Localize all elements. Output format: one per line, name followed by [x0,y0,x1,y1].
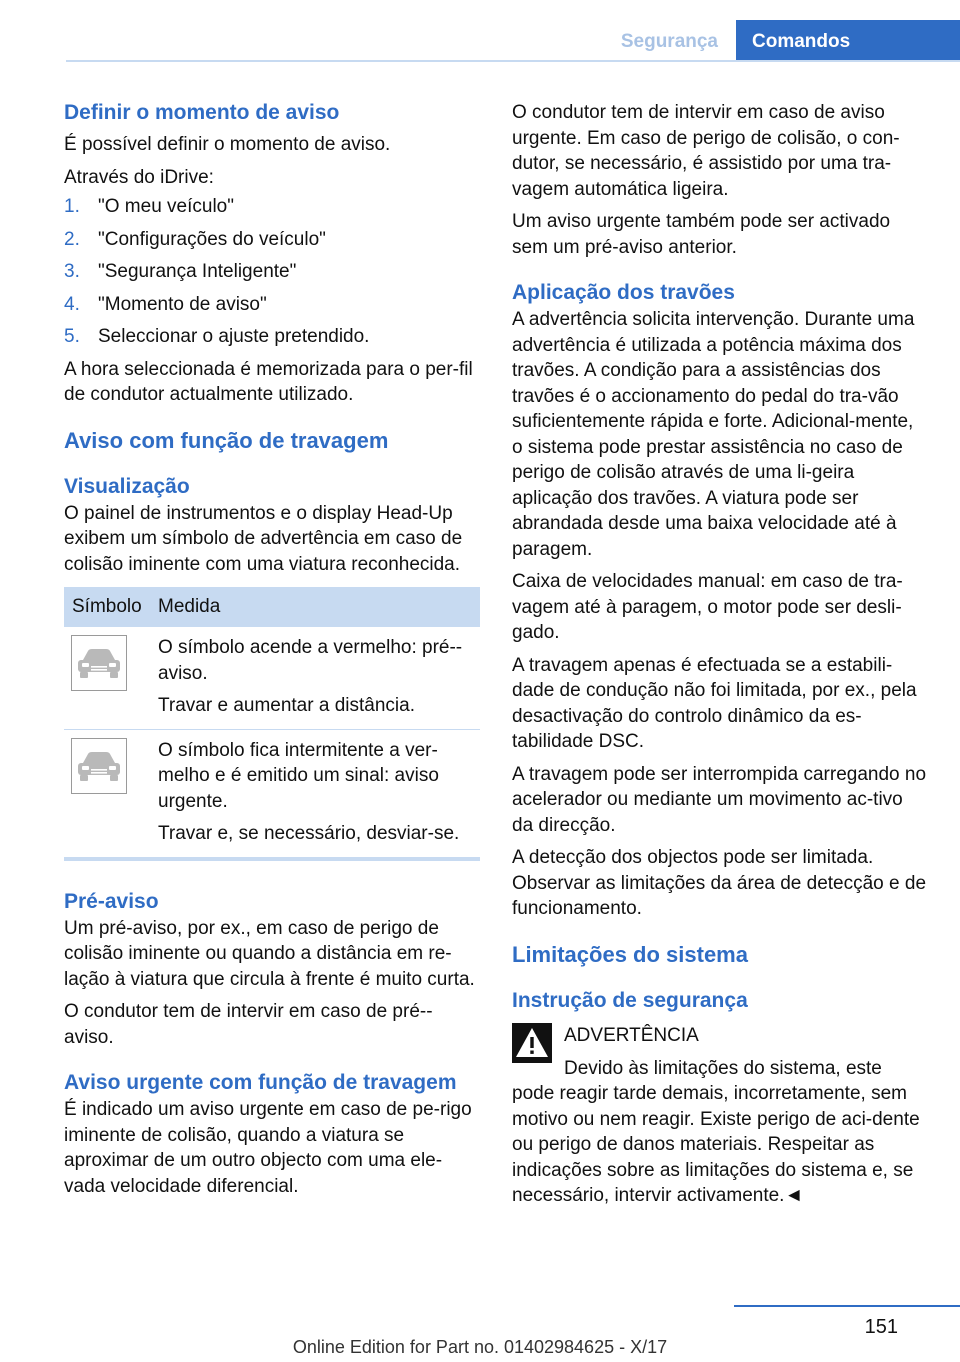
text-memorized: A hora seleccionada é memorizada para o per‐fil de condutor actualmente utilizado. [64,358,473,405]
heading-braking-warning: Aviso com função de travagem [64,427,389,453]
text-stability: A travagem apenas é efectuada se a estabili‐dade de condução não foi limitada, por ex., pela desactivação do controlo dinâmico da es‐tabilidade DSC. [512,654,917,752]
page-number: 151 [864,1316,898,1338]
left-column [64,100,478,1199]
heading-warning-time: Definir o momento de aviso [64,101,340,124]
text-possible: É possível definir o momento de aviso. [64,134,391,155]
text-detection: A detecção dos objectos pode ser limitada. Observar as limitações da área de detecção e de funcionamento. [512,847,927,919]
text-display: O painel de instrumentos e o display Head-Up exibem um símbolo de advertência em caso de colisão iminente com uma viatura reconhecida. [64,502,463,575]
list-item: 3. "Segurança Inteligente" [64,261,297,282]
list-item: 1. "O meu veículo" [64,196,234,217]
text-brakes: A advertência solicita intervenção. Durante uma advertência é utilizada a potência máxima dos travões. A condição para a assistências dos travões é o accionamento do pedal do tra‐vão suficientemente rápida e forte. Adicional‐mente, o sistema pode prestar assistência no caso de perigo de colisão através de uma li‐geira aplicação dos travões. A viatura pode ser abrandada desde uma baixa velocidade até à paragem. [512,309,915,560]
text-driver-prewarning: O condutor tem de intervir em caso de pré-‐aviso. [64,1001,433,1048]
steps-list [64,194,478,350]
text-prewarning: Um pré-aviso, por ex., em caso de perigo de colisão iminente ou quando a distância em re‐lação à viatura que circula à frente é muito curta. [64,917,475,990]
header-rule [66,60,960,62]
text-driver-urgent: O condutor tem de intervir em caso de aviso urgente. Em caso de perigo de colisão, o con‐dutor, se necessário, é assistido por uma tra‐vagem automática ligeira. [512,102,900,200]
text-via-idrive: Através do iDrive: [64,166,214,188]
heading-display: Visualização [64,474,190,498]
heading-urgent-warning: Aviso urgente com função de travagem [64,1071,457,1094]
list-item: 2. "Configurações do veículo" [64,228,326,250]
footer-edition: Online Edition for Part no. 01402984625 - X/17 [292,1337,668,1357]
warning-title: ADVERTÊNCIA [564,1024,699,1046]
footer-rule [734,1305,960,1307]
text-urgent-activated: Um aviso urgente também pode ser activado sem um pré-aviso anterior. [512,211,891,258]
table-row [64,627,480,729]
list-item: 5. Seleccionar o ajuste pretendido. [64,326,370,347]
text-interrupt: A travagem pode ser interrompida carregando no acelerador ou mediante um movimento ac‐tivo da direcção. [512,763,927,836]
symbol-table [64,587,480,861]
text-manual-gearbox: Caixa de velocidades manual: em caso de tra‐vagem até à paragem, o motor pode ser desli‐gado. [512,571,903,643]
table-cell-text: O símbolo acende a vermelho: pré-‐aviso. [158,637,463,684]
page-header [66,20,960,62]
car-warning-icon [71,635,127,691]
table-cell-text: Travar e aumentar a distância. [158,695,415,716]
column-header-measure: Medida [152,587,480,627]
heading-brakes: Aplicação dos travões [512,281,735,304]
right-column [512,100,928,1209]
car-warning-icon [71,738,127,794]
warning-triangle-icon [512,1023,552,1063]
table-cell-text: Travar e, se necessário, desviar-se. [158,823,460,844]
heading-prewarning: Pré-aviso [64,889,159,913]
text-urgent-warning: É indicado um aviso urgente em caso de pe‐rigo iminente de colisão, quando a viatura se aproximar de um outro objecto com uma ele‐vada velocidade diferencial. [64,1099,472,1197]
table-row [64,729,480,859]
warning-text: Devido às limitações do sistema, este pode reagir tarde demais, incorretamente, sem motivo ou nem reagir. Existe perigo de aci‐dente ou perigo de danos materiais. Respeitar as indicações sobre as limitações do sistema e, se necessário, intervir activamente.◄ [512,1057,920,1206]
list-item: 4. "Momento de aviso" [64,293,267,315]
column-header-symbol: Símbolo [64,587,152,627]
heading-system-limits: Limitações do sistema [512,941,748,967]
header-chapter-tab: Comandos [736,20,960,62]
heading-safety: Instrução de segurança [512,988,748,1012]
table-cell-text: O símbolo fica intermitente a ver‐melho e é emitido um sinal: aviso urgente. [158,739,439,812]
header-section-tab: Segurança [620,31,718,52]
